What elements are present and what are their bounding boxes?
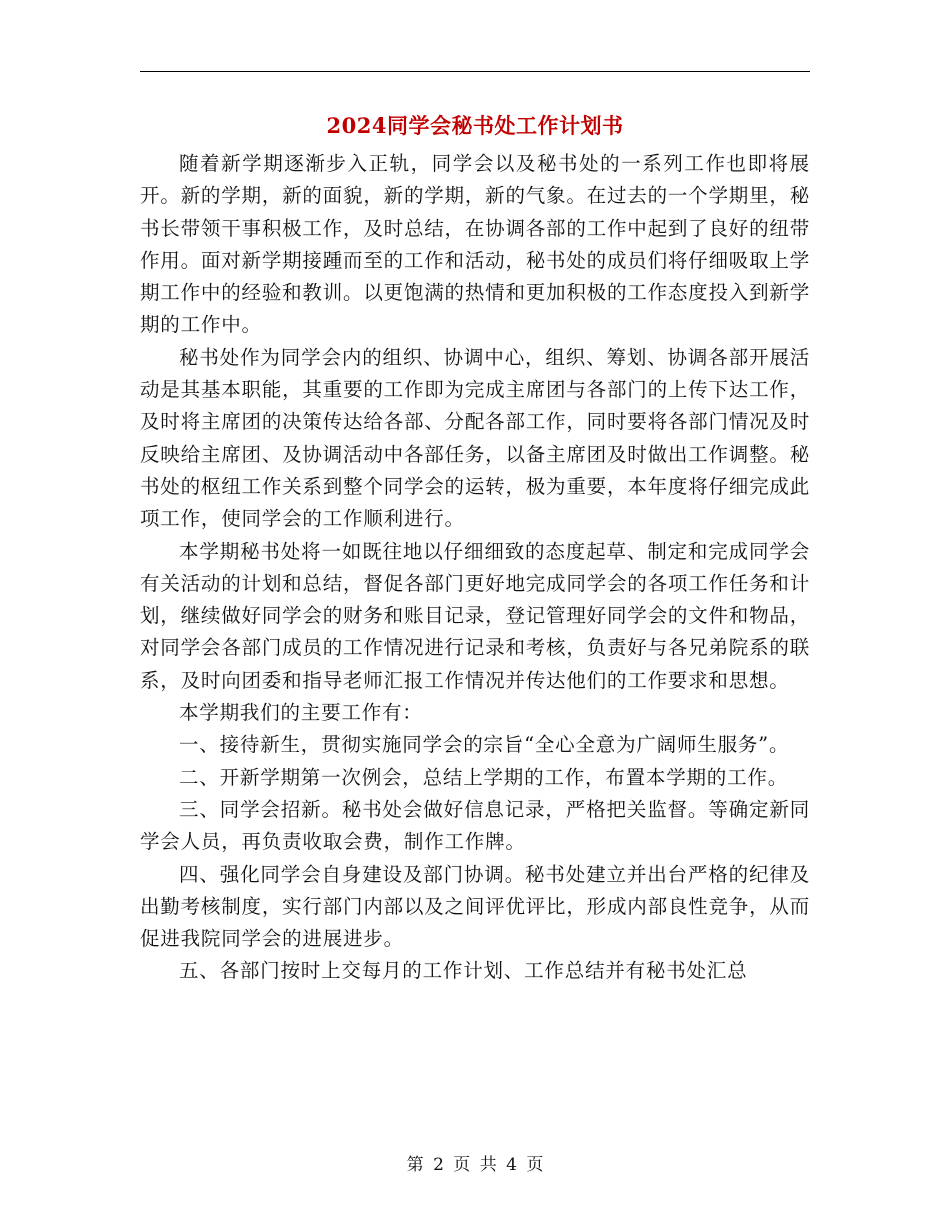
paragraph-main-work-heading: 本学期我们的主要工作有： — [179, 701, 423, 725]
list-item-4: 四、强化同学会自身建设及部门协调。秘书处建立并出台严格的纪律及出勤考核制度，实行部门内部以及之间评优评比，形成内部良性竞争，从而促进我院同学会的进展进步。 — [140, 862, 810, 951]
paragraph-role: 秘书处作为同学会内的组织、协调中心，组织、筹划、协调各部开展活动是其基本职能，其重要的工作即为完成主席团与各部门的上传下达工作，及时将主席团的决策传达给各部、分配各部工作，同时要将各部门情况及时反映给主席团、及协调活动中各部任务，以备主席团及时做出工作调整。秘书处的枢纽工作关系到整个同学会的运转，极为重要，本年度将仔细完成此项工作，使同学会的工作顺利进行。 — [140, 345, 810, 531]
document-body — [140, 148, 810, 988]
list-item-2: 二、开新学期第一次例会，总结上学期的工作，布置本学期的工作。 — [179, 765, 789, 789]
document-title: 2024同学会秘书处工作计划书 — [326, 113, 624, 138]
list-item-3: 三、同学会招新。秘书处会做好信息记录，严格把关监督。等确定新同学会人员，再负责收取会费，制作工作牌。 — [140, 797, 810, 854]
list-item-5: 五、各部门按时上交每月的工作计划、工作总结并有秘书处汇总 — [179, 959, 748, 983]
header-rule — [140, 71, 810, 72]
paragraph-duties: 本学期秘书处将一如既往地以仔细细致的态度起草、制定和完成同学会有关活动的计划和总结，督促各部门更好地完成同学会的各项工作任务和计划，继续做好同学会的财务和账目记录，登记管理好同学会的文件和物品，对同学会各部门成员的工作情况进行记录和考核，负责好与各兄弟院系的联系，及时向团委和指导老师汇报工作情况并传达他们的工作要求和思想。 — [140, 539, 810, 692]
list-item-1: 一、接待新生，贯彻实施同学会的宗旨“全心全意为广阔师生服务”。 — [179, 733, 790, 757]
paragraph-intro: 随着新学期逐渐步入正轨，同学会以及秘书处的一系列工作也即将展开。新的学期，新的面貌，新的学期，新的气象。在过去的一个学期里，秘书长带领干事积极工作，及时总结，在协调各部的工作中起到了良好的纽带作用。面对新学期接踵而至的工作和活动，秘书处的成员们将仔细吸取上学期工作中的经验和教训。以更饱满的热情和更加积极的工作态度投入到新学期的工作中。 — [140, 152, 810, 337]
page-number: 第 2 页 共 4 页 — [406, 1155, 544, 1175]
